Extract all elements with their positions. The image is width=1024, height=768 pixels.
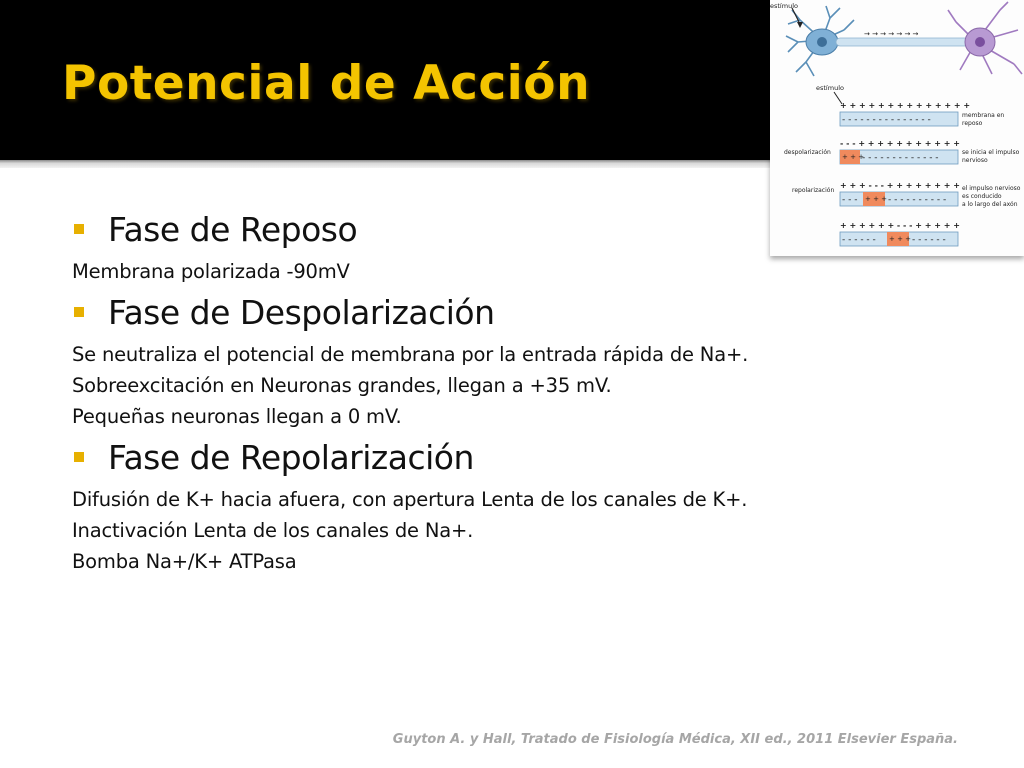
body-line: Sobreexcitación en Neuronas grandes, llegan a +35 mV. xyxy=(72,374,612,397)
section-heading-repolarizacion xyxy=(72,432,972,484)
svg-text:- - -: - - - xyxy=(842,195,858,205)
svg-text:+ + + + + + + + + + + + + +: + + + + + + + + + + + + + + xyxy=(840,101,971,110)
section-heading-text: Fase de Repolarización xyxy=(108,438,474,477)
section-heading-despolarizacion xyxy=(72,287,972,339)
stimulus-label-top: estímulo xyxy=(770,2,798,10)
svg-text:+ + +: + + + xyxy=(865,195,888,203)
stimulus-label-bottom: estímulo xyxy=(816,84,844,92)
svg-text:→ → → → → → →: → → → → → → → xyxy=(864,30,919,38)
square-bullet-icon xyxy=(74,307,84,317)
membrane-repolarization xyxy=(840,181,960,206)
depolarization-label: despolarización xyxy=(784,149,831,156)
svg-text:+ + +: + + + xyxy=(889,235,912,243)
repolarization-label: repolarización xyxy=(792,187,835,194)
resting-label: membrana en reposo xyxy=(962,112,1005,127)
neuron-illustration xyxy=(786,2,1022,76)
body-line: Bomba Na+/K+ ATPasa xyxy=(72,550,297,573)
section-heading-text: Fase de Despolarización xyxy=(108,293,495,332)
body-line: Membrana polarizada -90mV xyxy=(72,260,350,283)
conducted-label: el impulso nervioso es conducido a lo largo del axón xyxy=(962,185,1021,208)
source-citation: Guyton A. y Hall, Tratado de Fisiología Médica, XII ed., 2011 Elsevier España. xyxy=(392,732,958,747)
membrane-resting xyxy=(840,101,970,126)
svg-text:- - - - - -: - - - - - - xyxy=(842,235,876,245)
svg-text:+ + + - - - + + + + + + + +: + + + - - - + + + + + + + + xyxy=(840,181,960,190)
membrane-depolarization xyxy=(840,139,960,164)
slide-title: Potencial de Acción xyxy=(62,56,591,111)
square-bullet-icon xyxy=(74,224,84,234)
svg-text:- - - - - - - - - - - - - - -: - - - - - - - - - - - - - - - xyxy=(842,115,931,125)
svg-text:+ + +: + + + xyxy=(842,153,865,161)
body-line: Inactivación Lenta de los canales de Na+. xyxy=(72,519,474,542)
svg-text:+ + + + + + - - - + + + + +: + + + + + + - - - + + + + + xyxy=(840,221,960,230)
body-line: Se neutraliza el potencial de membrana por la entrada rápida de Na+. xyxy=(72,343,749,366)
svg-text:- - - - - - - - - - - - -: - - - - - - - - - - - - - xyxy=(862,153,939,163)
svg-text:- - - - - - - - - -: - - - - - - - - - - xyxy=(888,195,947,205)
square-bullet-icon xyxy=(74,452,84,462)
body-line: Pequeñas neuronas llegan a 0 mV. xyxy=(72,405,402,428)
body-line: Difusión de K+ hacia afuera, con apertura Lenta de los canales de K+. xyxy=(72,488,748,511)
svg-text:- - - + + + + + + + + + + +: - - - + + + + + + + + + + + xyxy=(840,139,960,148)
svg-text:- - - - - -: - - - - - - xyxy=(912,235,946,245)
section-heading-text: Fase de Reposo xyxy=(108,210,358,249)
section-heading-reposo xyxy=(72,204,972,256)
impulse-start-label: se inicia el impulso nervioso xyxy=(962,149,1020,164)
slide-content xyxy=(72,204,972,577)
